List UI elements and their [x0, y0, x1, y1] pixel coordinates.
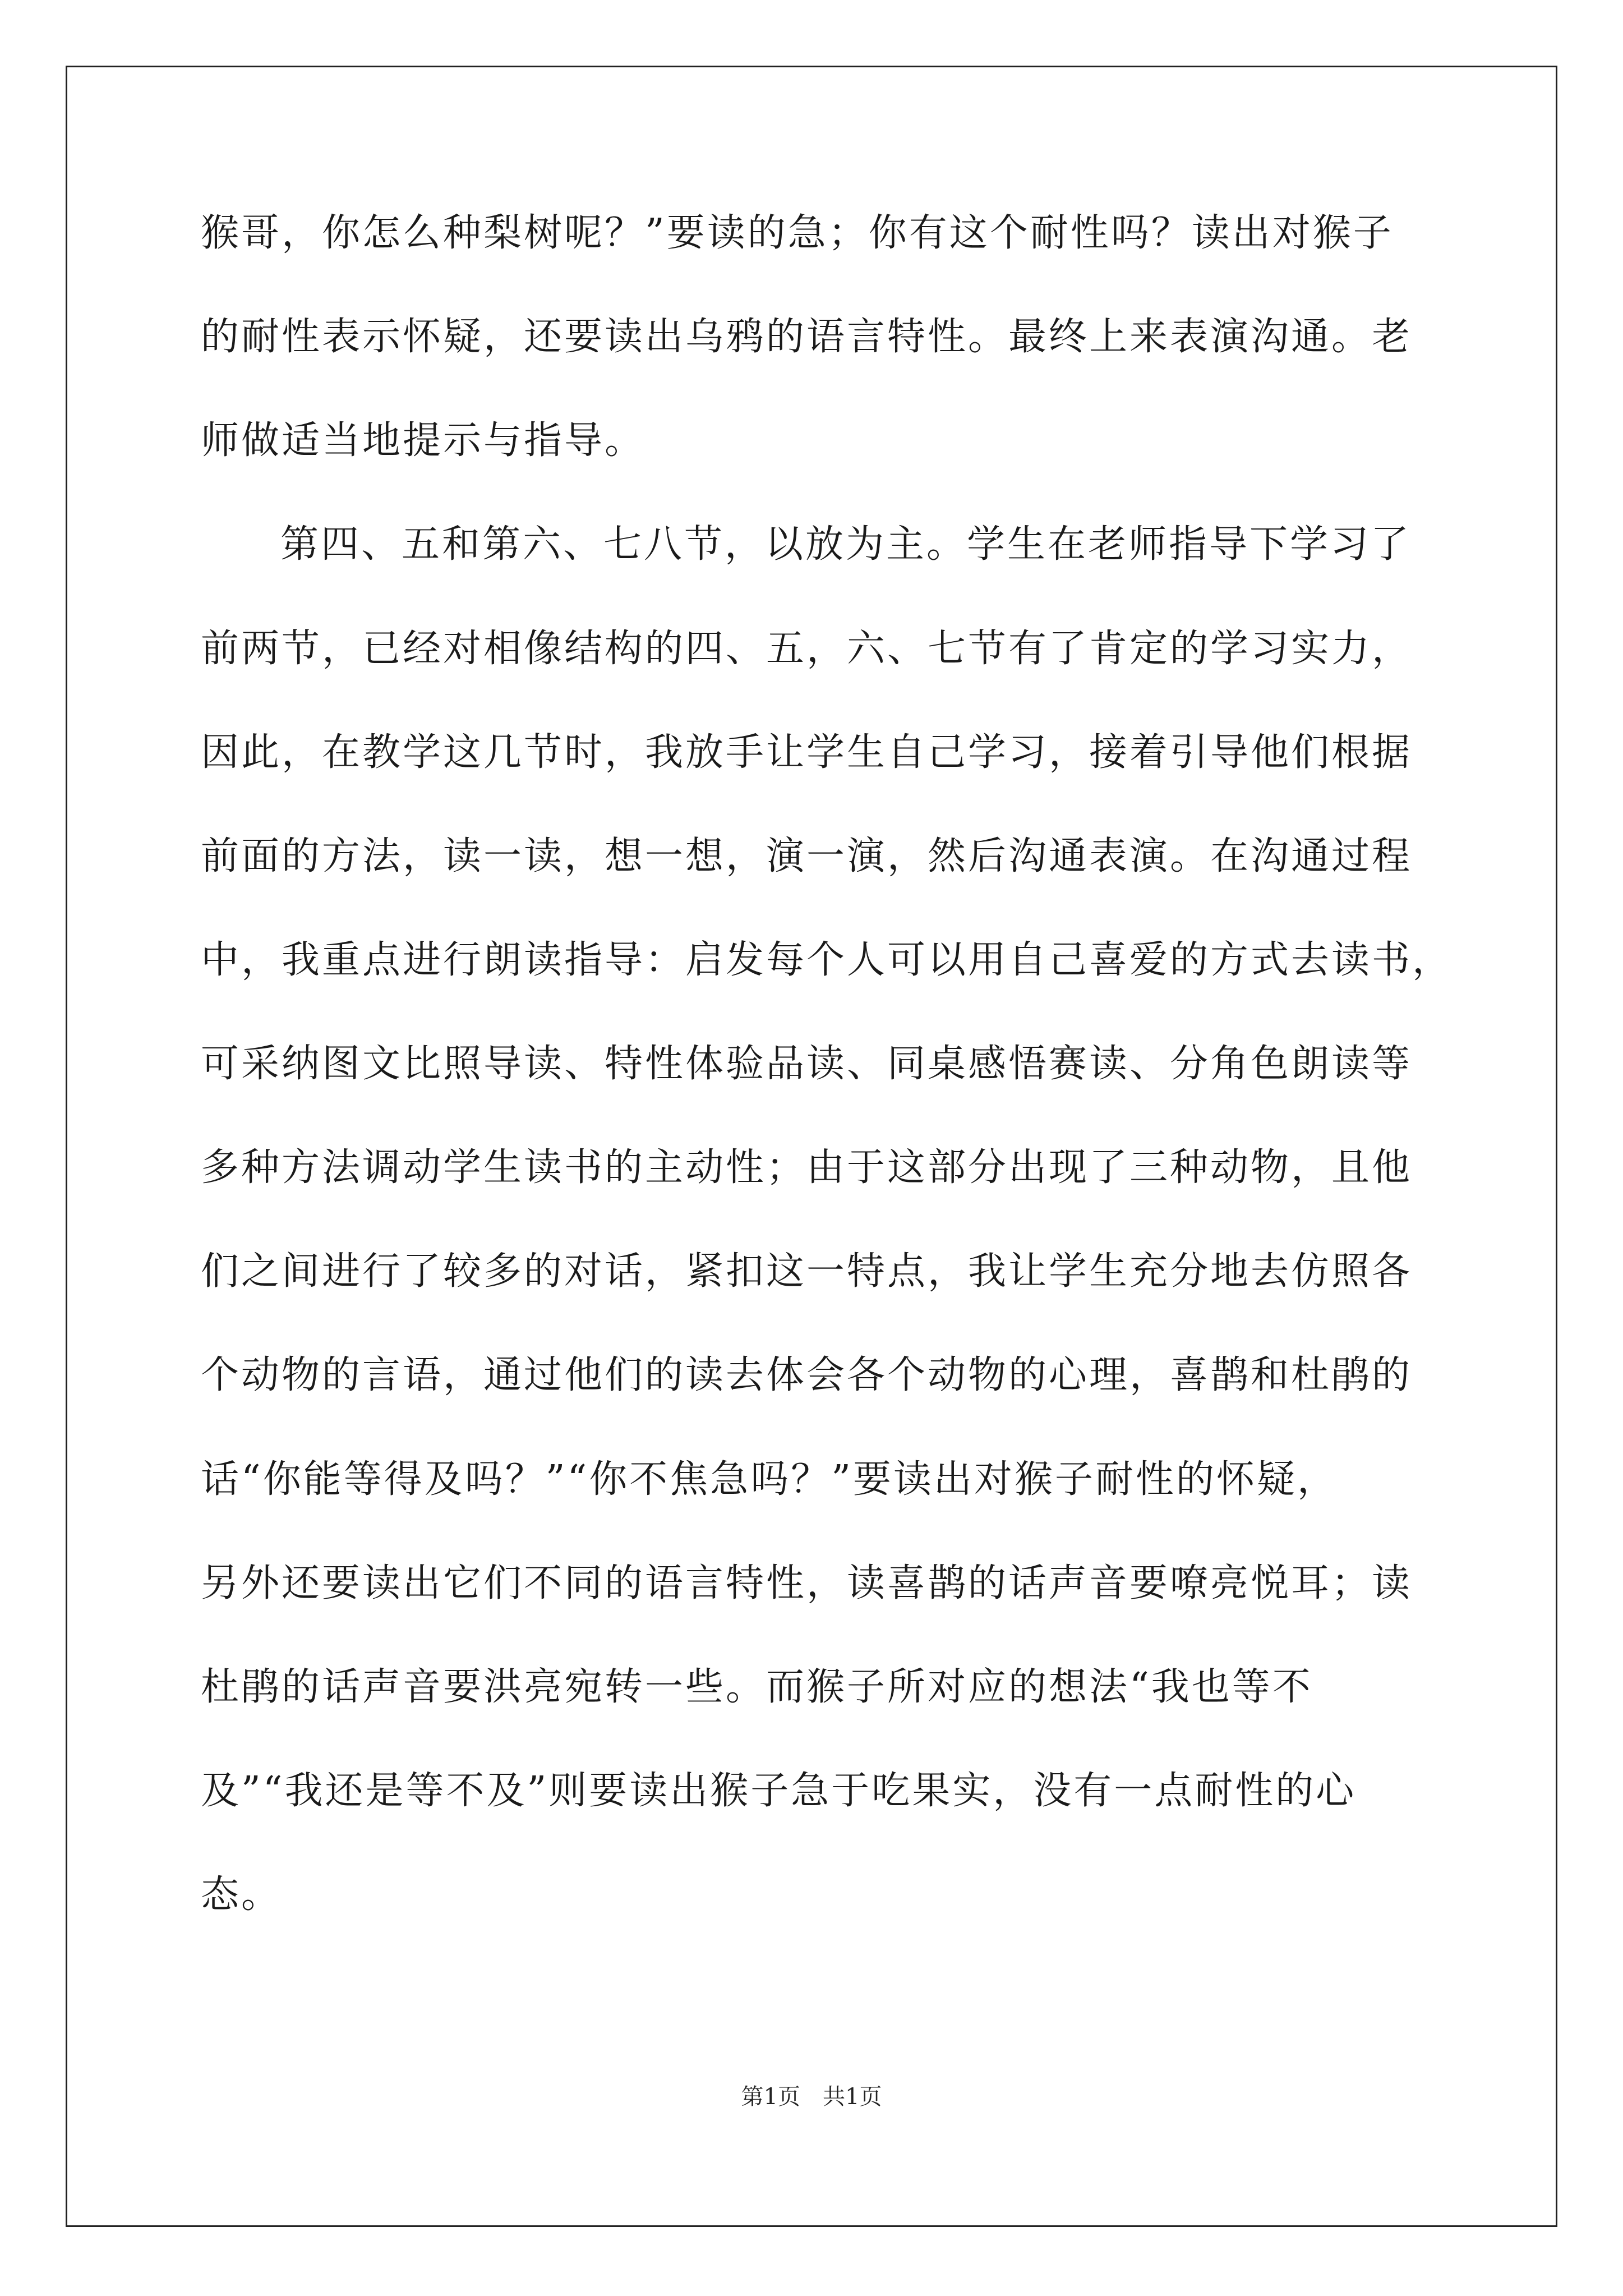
page-number-footer: 第1页 共1页	[741, 2084, 882, 2110]
text-line: 另外还要读出它们不同的语言特性，读喜鹊的话声音要嘹亮悦耳；读	[201, 1561, 1413, 1605]
text-line: 因此，在教学这几节时，我放手让学生自己学习，接着引导他们根据	[201, 730, 1413, 775]
text-line: 前面的方法，读一读，想一想，演一演，然后沟通表演。在沟通过程	[201, 834, 1413, 878]
text-line: 师做适当地提示与指导。	[201, 418, 645, 463]
text-line: 杜鹃的话声音要洪亮宛转一些。而猴子所对应的想法“我也等不	[201, 1665, 1313, 1709]
text-line: 及”“我还是等不及”则要读出猴子急于吃果实，没有一点耐性的心	[201, 1769, 1357, 1813]
text-line: 的耐性表示怀疑，还要读出乌鸦的语言特性。最终上来表演沟通。老	[201, 315, 1413, 359]
paragraph-start-line: 第四、五和第六、七八节，以放为主。学生在老师指导下学习了	[280, 522, 1412, 567]
text-line: 猴哥，你怎么种梨树呢？”要读的急；你有这个耐性吗？读出对猴子	[201, 211, 1394, 255]
text-line: 态。	[201, 1872, 282, 1917]
text-line: 个动物的言语，通过他们的读去体会各个动物的心理，喜鹊和杜鹃的	[201, 1353, 1413, 1397]
text-line: 中，我重点进行朗读指导：启发每个人可以用自己喜爱的方式去读书，	[201, 938, 1453, 982]
text-line: 可采纳图文比照导读、特性体验品读、同桌感悟赛读、分角色朗读等	[201, 1042, 1413, 1086]
text-line: 们之间进行了较多的对话，紧扣这一特点，我让学生充分地去仿照各	[201, 1249, 1413, 1294]
text-line: 前两节，已经对相像结构的四、五，六、七节有了肯定的学习实力，	[201, 627, 1413, 671]
text-line: 多种方法调动学生读书的主动性；由于这部分出现了三种动物，且他	[201, 1145, 1413, 1190]
text-line: 话“你能等得及吗？”“你不焦急吗？”要读出对猴子耐性的怀疑，	[201, 1457, 1338, 1502]
